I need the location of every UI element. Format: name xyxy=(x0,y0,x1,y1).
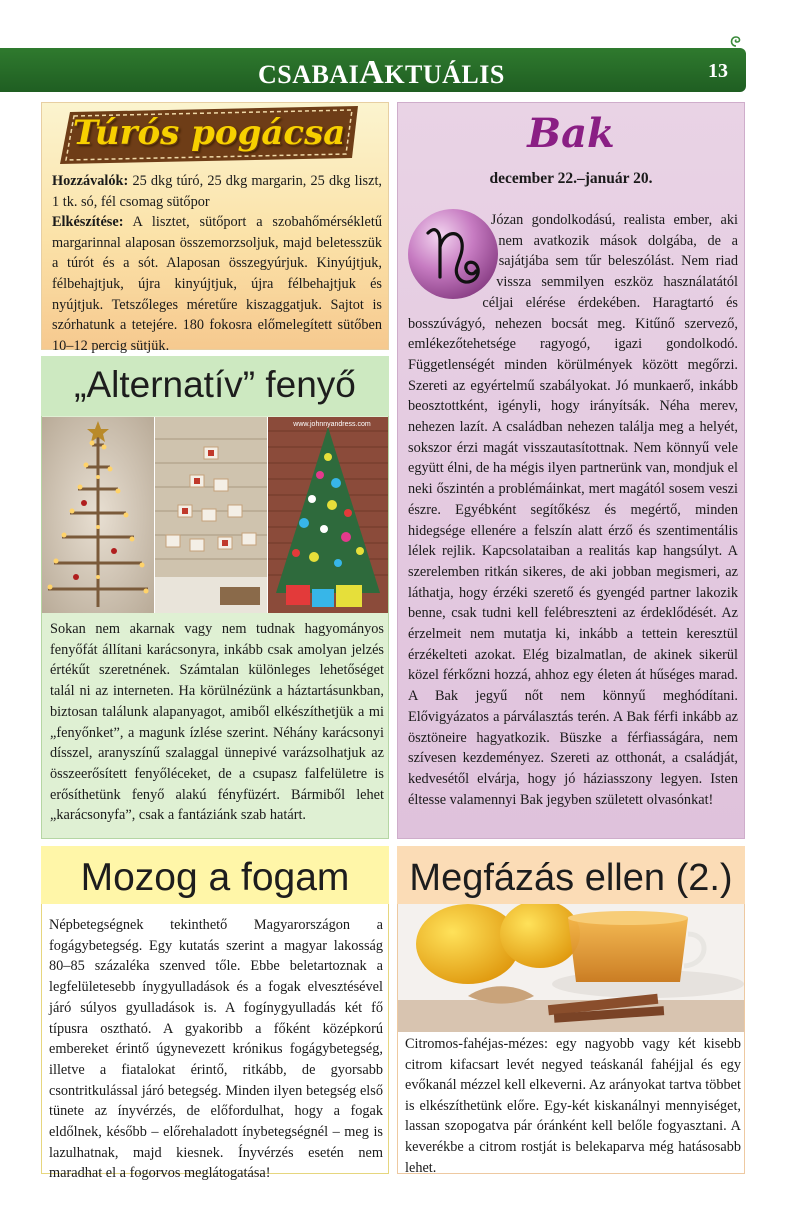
ingredients-text: 25 dkg túró, 25 dkg margarin, 25 dkg liszt, 1 tk. só, fél csomag sütőpor xyxy=(52,173,383,210)
page-header xyxy=(0,48,746,92)
method-text: A lisztet, sütőport a szobahőmérsékletű margarinnal alaposan összemorzsoljuk, majd beletesszük a túrót és a sót. Alaposan összegyúrjuk. Kinyújtjuk, félbehajtjuk, újra kinyújtjuk, újra félbehajtjuk és nyújtjuk. Tetszőleges méretűre kiszaggatjuk. Sajtot is szórhatunk a tetejére. 180 fokosra előmelegített sütőben 10–12 percig sütjük. xyxy=(52,214,382,354)
tea-lemon-illustration xyxy=(398,904,744,1032)
tree-photo xyxy=(42,417,388,613)
horoscope-body: Józan gondolkodású, realista ember, aki nem avatkozik mások dolgába, de a sajátjába sem tűr beleszólást. Nem riad vissza semmilyen eszköz használatától céljai elérése érdekében. Haragtartó és bosszúvágyó, nehezen bocsát meg. Kitűnő szervező, emlékezőtehetsége ragyogó, igazi gondolkodó. Függetlenségét minden körülmények között megőrzi. Szereti az egyértelmű szabályokat. Jó munkaerő, inkább beosztottként, igényli, hogy irányítsák. Néha merev, nehezen lazít. A családban nehezen találja meg a helyét, sokszor érzi magát visszautasítottnak. Nem könnyű vele együtt élni, de ha mégis ilyen partnerünk van, mondjuk el neki őszintén a problémáinkat, mert magától sosem veszi észre. Egyébként segítőkész és megértő, minden hidegsége ellenére a felszín alatt érző és szentimentális lélek rejlik. Kapcsolataiban a realitás kap hangsúlyt. A szerelemben ritkán sikeres, de aki jobban megismeri, az láthatja, hogy érzéki szerető és gyengéd partner lakozik benne, csak tudni kell felébreszteni az érdeklődését. Az érzelmeit nem mutatja ki, inkább a tettein keresztül érzékelteti azokat. Elég bizalmatlan, de akinek sikerül közel férkőzni hozzá, ahhoz egy életen át hűséges marad. A Bak jegyű nőt nem könnyű meghódítani. Elővigyázatos a párválasztás terén. A Bak férfi inkább az ösztöneire hagyatkozik. Büszke a férfiasságára, nem szívesen kezdeményez. Szereti az otthonát, a családját, kedvesétől elvárja, hogy jó háziasszony legyen. Isten éltesse valamennyi Bak jegyben született olvasónkat! xyxy=(408,212,738,808)
cold-text: Citromos-fahéjas-mézes: egy nagyobb vagy két kisebb citrom kifacsart levét negyed teáskanál fahéjjal és egy evőkanál mézzel kell elkeverni. Az arányokat tartva többet is elkészíthetünk előre. Egy-két kiskanálnyi mennyiséget, lassan szopogatva pár óránként kell belőle fogyasztani. A keverékbe a citrom rostját is belekaparva még hatásosabb lehet. xyxy=(405,1036,741,1176)
masthead-part1: CSABAI xyxy=(258,60,360,89)
swirl-ornament-icon xyxy=(728,34,744,48)
tree-title: „Alternatív” fenyő xyxy=(74,364,356,405)
symbol-wrap-space xyxy=(408,210,504,304)
tree-text: Sokan nem akarnak vagy nem tudnak hagyományos fenyőfát állítani karácsonyra, inkább csak amolyan jelzés értékűt szeretnének. Számtalan különleges lehetőséget talál ni az interneten. Ha körülnézünk a háztartásunkban, biztosan találunk alapanyagot, amiből elkészíthetjük a mi „fenyőnket”, a magunk ízlése szerint. Néhány karácsonyi dísszel, aranyszínű szalaggal ünnepivé varázsolhatjuk az összeerősített fenyőléceket, de a csupasz falfelületre is erősíthetünk fenyő alakú fényfüzért. Bármiből lehet „karácsonyfa”, csak a fantáziánk szab határt. xyxy=(50,621,384,824)
tree-photo-collage xyxy=(42,417,388,613)
page-number: 13 xyxy=(708,60,728,82)
tooth-text: Népbetegségnek tekinthető Magyarországon a fogágybetegség. Egy kutatás szerint a magyar lakosság 80–85 százaléka szenved tőle. Ebbe beletartoznak a legfelületesebb ínygyulladások és a fogak elvesztésével járó súlyos gyulladások is. A fogínygyulladás két fő típusra osztható. A gyakoribb a főként középkorú embereket érintő úgynevezett krónikus fogágybetegség, illetve a fiatalokat érintő, ritkább, de gyorsabb csontritkulással járó betegség. Minden ilyen betegség első tünete az ínyvérzés, de előfordulhat, hogy a fogak eldőlnek, később – előrehaladott ínybetegségnél – meg is lazulhatnak, majd kiesnek. Ínyvérzés esetén nem maradhat el a fogorvos meglátogatása! xyxy=(49,917,383,1182)
horoscope-text xyxy=(408,210,738,810)
cold-title: Megfázás ellen (2.) xyxy=(409,857,733,899)
horoscope-title: Bak xyxy=(527,110,615,157)
ingredients-label: Hozzávalók: xyxy=(52,173,129,189)
masthead xyxy=(258,54,505,92)
method-label: Elkészítése: xyxy=(52,214,124,231)
photo-credit: www.johnnyandress.com xyxy=(293,421,371,428)
recipe-text xyxy=(52,171,382,356)
recipe-title: Túrós pogácsa xyxy=(72,113,346,153)
tooth-title: Mozog a fogam xyxy=(80,856,350,899)
horoscope-dates: december 22.–január 20. xyxy=(489,170,653,187)
tea-lemon-photo xyxy=(398,904,744,1032)
masthead-big-letter: A xyxy=(359,54,385,91)
masthead-part2: KTUÁLIS xyxy=(384,60,505,89)
